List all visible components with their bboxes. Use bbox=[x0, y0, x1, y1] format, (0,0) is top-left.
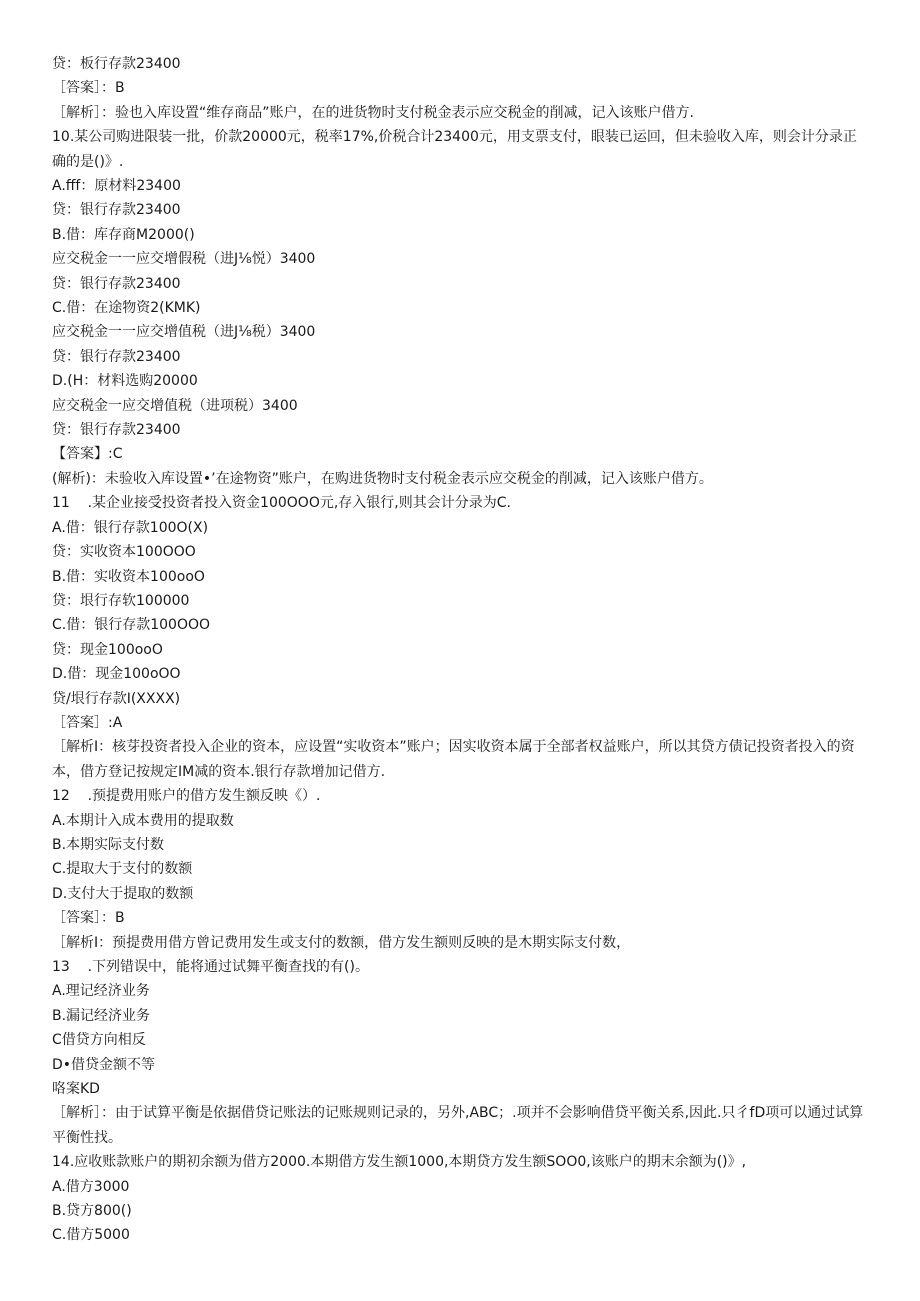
text-line: 贷：现金100ooO bbox=[52, 641, 163, 658]
answer-line: 咯案KD bbox=[52, 1081, 100, 1098]
option-d: D•借贷金额不等 bbox=[52, 1056, 156, 1073]
text-line: 应交税金一一应交增值税（进J⅛税）3400 bbox=[52, 324, 316, 341]
option-a: A.fff：原材料23400 bbox=[52, 178, 181, 195]
option-a: A.理记经济业务 bbox=[52, 983, 150, 1000]
text-line: 贷：板行存款23400 bbox=[52, 56, 181, 72]
text-line: 贷：垠行存软100000 bbox=[52, 592, 190, 609]
text-line: 应交税金一一应交增假税（进J⅛悦）3400 bbox=[52, 251, 316, 268]
question-12: 12 .预提费用账户的借方发生额反映《）. bbox=[52, 788, 321, 805]
analysis-line: ［解析］：由于试算平衡是依据借贷记账法的记账规则记录的，另外,ABC；.项并不会影响借贷平衡关系,因此.只彳fD项可以通过试算平衡性找。 bbox=[52, 1105, 864, 1146]
option-c: C.借：银行存款100OOO bbox=[52, 617, 211, 634]
option-b: B.借：实收资本100ooO bbox=[52, 568, 205, 585]
analysis-line: ［解析］：验也入库设置“维存商品”账户，在的进货物时支付税金表示应交税金的削减，记入该账户借方. bbox=[52, 104, 694, 121]
answer-line: ［答案］：B bbox=[52, 910, 125, 927]
text-line: 贷/垠行存款I(XXXX) bbox=[52, 690, 181, 707]
question-10: 10.某公司购进限装一批，价款20000元，税率17%,价税合计23400元，用支票支付，眼装已运回，但未验收入库，则会计分录正确的是()》. bbox=[52, 129, 857, 170]
question-13: 13 .下列错误中，能将通过试舞平衡查找的有()。 bbox=[52, 959, 369, 975]
option-a: A.借方3000 bbox=[52, 1178, 130, 1195]
question-14: 14.应收账款账户的期初余额为借方2000.本期借方发生额1000,本期贷方发生额SOO0,该账户的期末余额为()》, bbox=[52, 1154, 747, 1171]
option-a: A.本期计入成本费用的提取数 bbox=[52, 812, 234, 829]
option-c: C.提取大于支付的数额 bbox=[52, 861, 193, 878]
option-d: D.借：现金100oOO bbox=[52, 666, 181, 683]
answer-line: ［答案］:A bbox=[52, 714, 123, 731]
text-line: 贷：银行存款23400 bbox=[52, 348, 181, 365]
analysis-line: ［解析I：预提费用借方曾记费用发生或支付的数额，借方发生额则反映的是木期实际支付数， bbox=[52, 934, 631, 951]
option-c: C借贷方向相反 bbox=[52, 1032, 146, 1049]
option-b: B.借：库存商M2000() bbox=[52, 226, 195, 243]
answer-line: 【答案】:C bbox=[52, 446, 123, 463]
analysis-line: ［解析I：核芽投资者投入企业的资本，应设置“实收资本”账户；因实收资本属于全部者权益账户，所以其贷方债记投资者投入的资本，借方登记按规定IM减的资本.银行存款增加记借方. bbox=[52, 739, 855, 780]
answer-line: ［答案］：B bbox=[52, 80, 125, 97]
question-11: 11 .某企业接受投资者投入资金100OOO元,存入银行,则其会计分录为C. bbox=[52, 495, 511, 512]
text-line: 贷：银行存款23400 bbox=[52, 275, 181, 292]
option-a: A.借：银行存款100O(X) bbox=[52, 519, 209, 536]
option-b: B.本期实际支付数 bbox=[52, 836, 165, 853]
option-d: D.支付大于提取的数额 bbox=[52, 885, 194, 902]
text-line: 应交税金一应交增值税（进项税）3400 bbox=[52, 397, 298, 414]
analysis-line: (解析)：未验收入库设置•’在途物资”账户，在购进货物时支付税金表示应交税金的削减，记入该账户借方。 bbox=[52, 470, 713, 487]
option-c: C.借：在途物资2(KMK) bbox=[52, 300, 201, 317]
option-b: B.贷方800() bbox=[52, 1203, 132, 1220]
text-line: 贷：银行存款23400 bbox=[52, 202, 181, 219]
option-b: B.漏记经济业务 bbox=[52, 1007, 151, 1024]
text-line: 贷：实收资本100OOO bbox=[52, 544, 196, 561]
option-d: D.(H：材料选购20000 bbox=[52, 373, 198, 390]
text-line: 贷：银行存款23400 bbox=[52, 422, 181, 439]
option-c: C.借方5000 bbox=[52, 1227, 130, 1244]
